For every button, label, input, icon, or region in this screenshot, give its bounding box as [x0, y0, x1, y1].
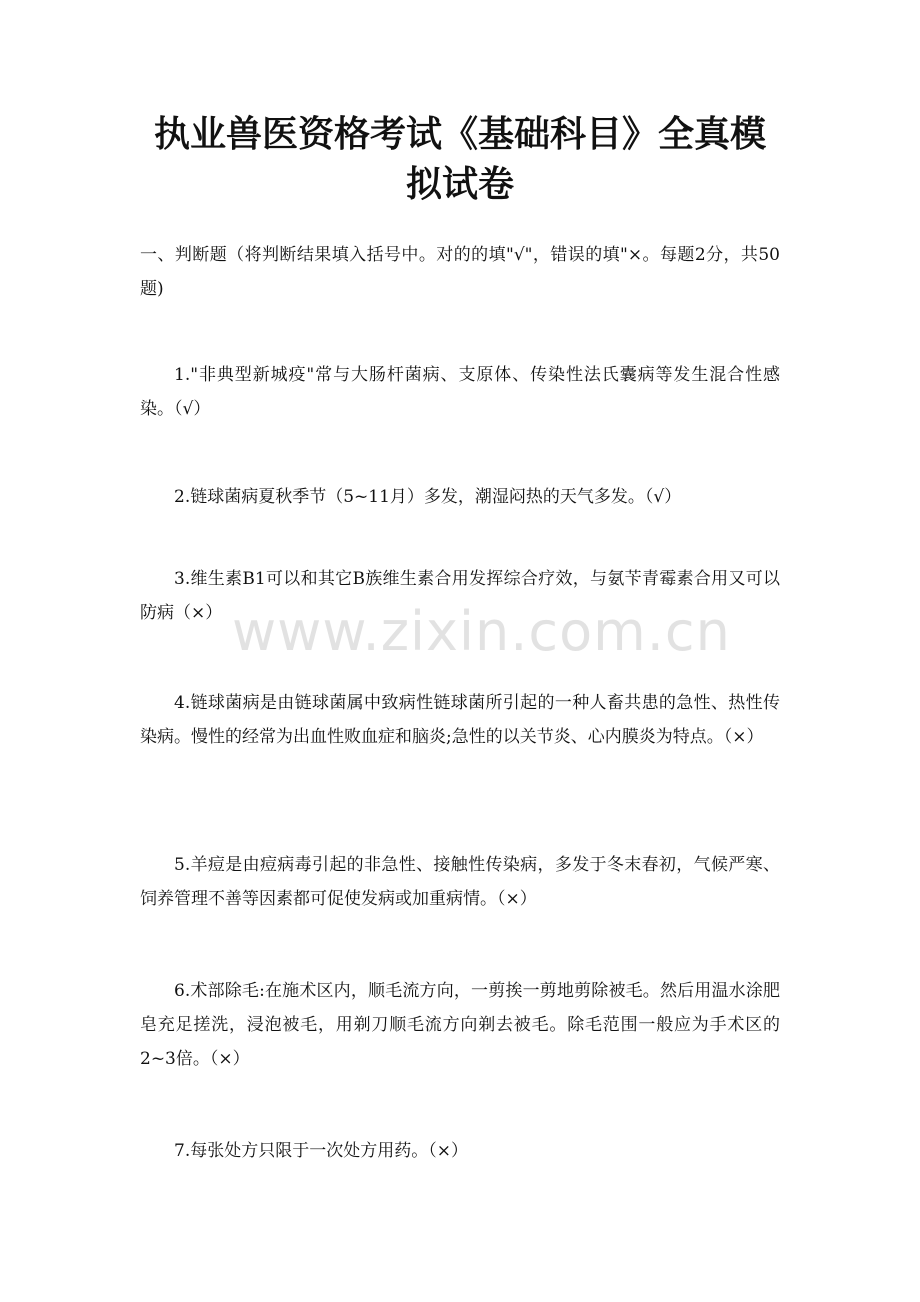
question-3: 3.维生素B1可以和其它B族维生素合用发挥综合疗效，与氨苄青霉素合用又可以防病（×） [140, 569, 780, 623]
watermark: www.zixin.com.cn [232, 600, 731, 663]
question-1: 1."非典型新城疫"常与大肠杆菌病、支原体、传染性法氏囊病等发生混合性感染。（√） [140, 365, 780, 419]
document-title: 执业兽医资格考试《基础科目》全真模拟试卷 [153, 114, 766, 205]
question-7: 7.每张处方只限于一次处方用药。（×） [174, 1141, 468, 1161]
question-2: 2.链球菌病夏秋季节（5~11月）多发，潮湿闷热的天气多发。（√） [174, 487, 682, 507]
question-5: 5.羊痘是由痘病毒引起的非急性、接触性传染病，多发于冬末春初，气候严寒、饲养管理不善等因素都可促使发病或加重病情。（×） [140, 855, 780, 909]
question-6: 6.术部除毛:在施术区内，顺毛流方向，一剪挨一剪地剪除被毛。然后用温水涂肥皂充足搓洗，浸泡被毛，用剃刀顺毛流方向剃去被毛。除毛范围一般应为手术区的2~3倍。（×） [140, 981, 780, 1069]
question-4: 4.链球菌病是由链球菌属中致病性链球菌所引起的一种人畜共患的急性、热性传染病。慢性的经常为出血性败血症和脑炎;急性的以关节炎、心内膜炎为特点。（×） [140, 693, 780, 747]
section-heading: 一、判断题（将判断结果填入括号中。对的的填"√"，错误的填"×。每题2分，共50题) [140, 245, 780, 299]
